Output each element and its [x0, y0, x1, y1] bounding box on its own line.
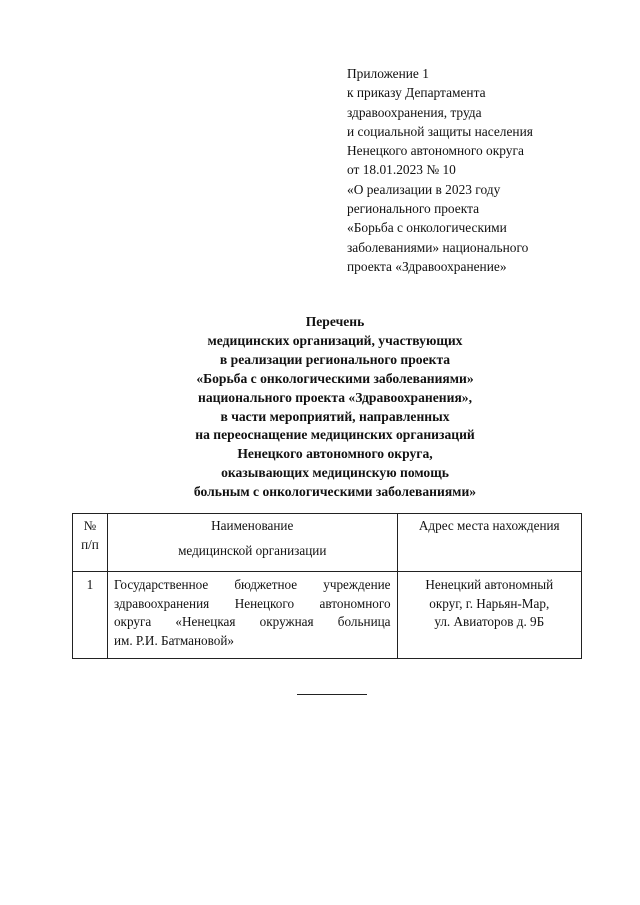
header-name: [107, 514, 397, 572]
header-number: [73, 514, 108, 572]
table-row: [73, 572, 582, 659]
org-name-line: округа «Ненецкая окружная больница: [113, 614, 391, 629]
header-name-line1: Наименование: [211, 518, 294, 533]
header-address: Адрес места нахождения: [397, 514, 581, 572]
header-number-line1: №: [83, 518, 97, 533]
document-title: [140, 313, 530, 502]
title-line: на переоснащение медицинских организаций: [195, 427, 475, 443]
title-line: Перечень: [305, 314, 365, 329]
title-line: в части мероприятий, направленных: [220, 408, 450, 424]
org-name-line: Государственное бюджетное учреждение: [113, 577, 391, 592]
title-line: оказывающих медицинскую помощь: [221, 465, 449, 481]
row-address: [397, 572, 581, 659]
appendix-line: к приказу Департамента: [347, 85, 486, 101]
appendix-line: и социальной защиты населения: [347, 123, 533, 139]
org-name-line: им. Р.И. Батмановой»: [113, 632, 235, 648]
end-separator-line: [297, 694, 367, 695]
row-organization-name: [107, 572, 397, 659]
header-number-line2: п/п: [81, 536, 99, 552]
organizations-table: [72, 513, 582, 659]
title-line: «Борьба с онкологическими заболеваниями»: [196, 370, 474, 386]
title-line: медицинских организаций, участвующих: [207, 332, 463, 348]
appendix-line: Приложение 1: [347, 66, 429, 81]
appendix-line: здравоохранения, труда: [347, 104, 482, 120]
title-line: национального проекта «Здравоохранения»,: [197, 389, 472, 405]
appendix-line: «Борьба с онкологическими: [347, 220, 507, 236]
header-name-line2: медицинской организации: [178, 543, 327, 558]
appendix-line: проекта «Здравоохранение»: [347, 258, 507, 274]
address-line: ул. Авиаторов д. 9Б: [434, 614, 545, 629]
table-header-row: [73, 514, 582, 572]
address-line: округ, г. Нарьян-Мар,: [429, 595, 550, 611]
appendix-line: регионального проекта: [347, 201, 480, 217]
appendix-header: [347, 64, 607, 276]
org-name-line: здравоохранения Ненецкого автономного: [113, 595, 391, 611]
title-line: в реализации регионального проекта: [219, 351, 451, 367]
address-line: Ненецкий автономный: [425, 577, 554, 592]
appendix-line: от 18.01.2023 № 10: [347, 162, 456, 178]
appendix-line: заболеваниями» национального: [347, 239, 529, 255]
title-line: Ненецкого автономного округа,: [237, 446, 433, 462]
appendix-line: «О реализации в 2023 году: [347, 181, 501, 197]
appendix-line: Ненецкого автономного округа: [347, 143, 524, 159]
row-number: 1: [73, 572, 108, 659]
title-line: больным с онкологическими заболеваниями»: [193, 484, 477, 500]
